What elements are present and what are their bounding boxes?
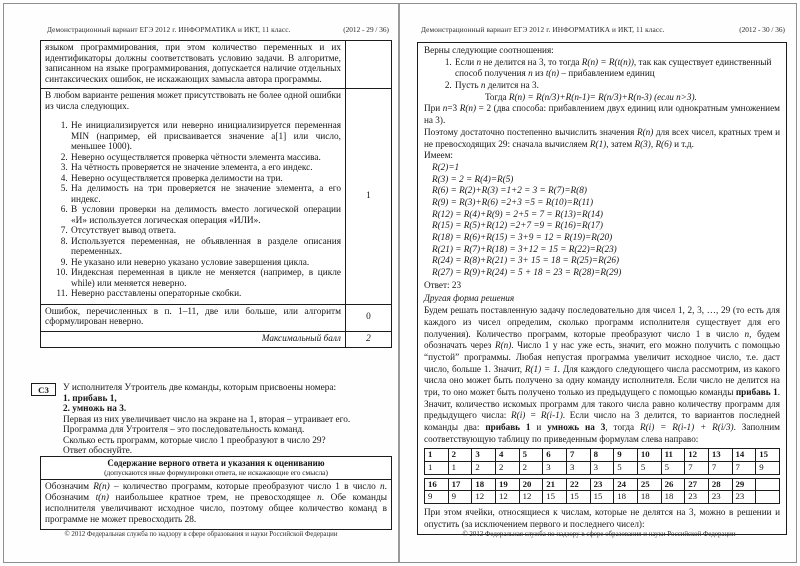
page-footer: © 2012 Федеральная служба по надзору в сфере образования и науки Российской Федерации (64, 531, 338, 538)
table-cell: 6 (543, 449, 567, 462)
table-cell: 23 (590, 478, 614, 491)
header-page-ref: (2012 - 29 / 36) (343, 25, 389, 34)
table-cell: 27 (685, 478, 709, 491)
task-c3 (31, 383, 393, 457)
numbers-row-1-15 (425, 449, 780, 462)
table-cell: 15 (590, 491, 614, 504)
table-cell: 29 (732, 478, 756, 491)
table-cell: 8 (590, 449, 614, 462)
page-header (421, 25, 785, 34)
table-cell: 14 (732, 449, 756, 462)
header-title: Демонстрационный вариант ЕГЭ 2012 г. ИНФОРМАТИКА и ИКТ, 11 класс. (421, 25, 665, 34)
criteria-row-maxscore (41, 331, 391, 348)
criteria-table (40, 40, 392, 348)
table-cell: 1 (425, 462, 449, 475)
page-right (402, 4, 796, 562)
table-cell: 12 (495, 491, 519, 504)
table-cell: 17 (448, 478, 472, 491)
error-item: 9. Не указано или неверно указано условие завершения цикла. (70, 258, 341, 269)
table-cell: 25 (637, 478, 661, 491)
table-cell: 2 (448, 449, 472, 462)
max-score-value: 2 (345, 332, 391, 348)
task-line: Сколько есть программ, которые число 1 преобразуют в число 29? (63, 435, 326, 446)
page-divider-line (398, 4, 400, 562)
solution-para-1: При n=3 R(n) = 2 (два способа: прибавлением двух единиц или однократным умножением на 3). (424, 103, 780, 126)
table-cell: 4 (495, 449, 519, 462)
formula-list (424, 162, 780, 279)
table-cell: 20 (519, 478, 543, 491)
task-command-1: 1. прибавь 1, (63, 393, 117, 404)
criteria-one-error-intro: В любом варианте решения может присутствовать не более одной ошибки из числа следующих. (45, 91, 341, 112)
table-cell: 18 (637, 491, 661, 504)
error-item: 3. На чётность проверяется не значение элемента, а его индекс. (70, 163, 341, 174)
table-cell: 16 (425, 478, 449, 491)
criteria-row-one-error (41, 88, 391, 304)
task-intro: У исполнителя Утроитель две команды, которым присвоены номера: (63, 383, 337, 393)
alt-solution-title: Другая форма решения (424, 293, 515, 304)
table-cell: 23 (732, 491, 756, 504)
criteria-one-error-cell (41, 89, 345, 304)
table-cell: 24 (614, 478, 638, 491)
criteria-continuation-text: языком программирования, при этом количество переменных и их идентификаторы должны соответствовать условию задачи. В алгоритме, записанном на языке программирования, допускается наличие отдельных синтаксических ошибок, не искажающих замысла автора программы. (45, 43, 341, 85)
relation-item-2-text: Пусть n делится на 3. (455, 80, 539, 91)
table-cell (756, 478, 780, 491)
table-cell: 9 (425, 491, 449, 504)
criteria-row-continuation (41, 41, 391, 88)
solution-intro: Верны следующие соотношения: (424, 45, 554, 55)
task-line: Программа для Утроителя – это последовательность команд. (63, 425, 305, 435)
task-body (63, 383, 393, 457)
error-item: 1. Не инициализируется или неверно инициализируется переменная MIN (например, ей присваивается значение a[1] или число, меньшее 1000). (70, 121, 341, 153)
formula-line: R(6) = R(2)+R(3) =1+2 = 3 = R(7)=R(8) (432, 185, 587, 196)
table-cell: 28 (708, 478, 732, 491)
table-cell: 9 (448, 491, 472, 504)
task-line: Первая из них увеличивает число на экране на 1, вторая – утраивает его. (63, 414, 351, 425)
table-cell: 10 (637, 449, 661, 462)
task-command-2: 2. умножь на 3. (63, 404, 127, 414)
error-item: 5. На делимость на три проверяется не значение элемента, а его индекс. (70, 184, 341, 205)
relation-item-2-formula: Тогда R(n) = R(n/3)+R(n-1)= R(n/3)+R(n-3) (если n>3). (485, 91, 697, 102)
table-cell: 13 (708, 449, 732, 462)
error-item: 7. Отсутствует вывод ответа. (70, 226, 341, 237)
page-footer: © 2012 Федеральная служба по надзору в сфере образования и науки Российской Федерации (462, 531, 736, 538)
error-item: 10. Индексная переменная в цикле не меняется (например, в цикле while) или меняется неверно. (70, 268, 341, 289)
table-cell: 9 (756, 462, 780, 475)
table-cell: 1 (425, 449, 449, 462)
criteria-zero-text: Ошибок, перечисленных в п. 1–11, две или больше, или алгоритм сформулирован неверно. (45, 306, 341, 327)
table-cell: 2 (519, 462, 543, 475)
relation-item-1 (454, 57, 780, 80)
table-cell: 12 (685, 449, 709, 462)
formula-line: R(21) = R(7)+R(18) = 3+12 = 15 = R(22)=R(23) (432, 243, 617, 254)
task-label-box: С3 (31, 383, 56, 396)
r-values-table-lower (424, 478, 780, 504)
header-title: Демонстрационный вариант ЕГЭ 2012 г. ИНФОРМАТИКА и ИКТ, 11 класс. (47, 25, 291, 34)
table-cell: 18 (472, 478, 496, 491)
answer-guidance-subtitle: (допускаются иные формулировки ответа, не искажающие его смысла) (104, 467, 328, 477)
page-header (47, 25, 389, 34)
table-cell: 7 (708, 462, 732, 475)
answer-line: Ответ: 23 (424, 279, 462, 290)
table-cell: 7 (566, 449, 590, 462)
table-cell: 15 (543, 491, 567, 504)
criteria-score-empty (345, 41, 391, 88)
table-cell: 9 (614, 449, 638, 462)
formula-line: R(9) = R(3)+R(6) =2+3 =5 = R(10)=R(11) (432, 196, 594, 207)
table-cell: 7 (732, 462, 756, 475)
solution-para-2: Поэтому достаточно постепенно вычислить значения R(n) для всех чисел, кратных трем и не превосходящих 29: сначала вычисляем R(1), затем R(3), R(6) и т.д. (424, 126, 781, 149)
criteria-row-zero (41, 304, 391, 331)
table-cell: 3 (566, 462, 590, 475)
criteria-score-0: 0 (345, 305, 391, 331)
numbers-row-16-29 (425, 478, 780, 491)
error-item: 4. Неверно осуществляется проверка делимости на три. (70, 174, 341, 185)
answer-guidance-box (40, 456, 392, 530)
table-cell (756, 491, 780, 504)
table-cell: 12 (472, 491, 496, 504)
error-item: 6. В условии проверки на делимость вместо логической операции «И» используется логическая операция «ИЛИ». (70, 205, 341, 226)
alt-solution-paragraph: Будем решать поставленную задачу последовательно для чисел 1, 2, 3, …, 29 (то есть для каждого из чисел определим, сколько программ исполнителя существует для его получения). Количество программ, которые преобразуют число 1 в число n, будем обозначать через R(n). Число 1 у нас уже есть, значит, его можно получить с помощью “пустой” программы. Любая непустая программа увеличит исходное число, т.е. даст число, больше 1. Значит, R(1) = 1. Для каждого следующего числа рассмотрим, из какого числа оно может быть получено за одну команду исполнителя. Если число не делится на три, то оно может быть получено только из предыдущего с помощью команды прибавь 1. Значит, количество искомых программ для такого числа равно количеству программ для предыдущего числа: R(i) = R(i-1). Если число на 3 делится, то вариантов последней команды два: прибавь 1 и умножь на 3, тогда R(i) = R(i-1) + R(i/3). Заполним соответствующую таблицу по приведенным формулам слева направо: (424, 305, 780, 444)
r-values-table-upper (424, 448, 780, 474)
error-item: 8. Используется переменная, не объявленная в разделе описания переменных. (70, 237, 341, 258)
table-cell: 3 (543, 462, 567, 475)
formula-line: R(24) = R(8)+R(21) = 3+ 15 = 18 = R(25)=R(26) (432, 255, 620, 266)
table-cell: 15 (756, 449, 780, 462)
table-cell: 5 (519, 449, 543, 462)
table-cell: 18 (661, 491, 685, 504)
table-cell: 5 (637, 462, 661, 475)
answer-guidance-header (41, 457, 391, 480)
table-cell: 18 (614, 491, 638, 504)
table-cell: 19 (495, 478, 519, 491)
formula-line: R(2)=1 (432, 161, 460, 172)
table-cell: 3 (590, 462, 614, 475)
table-cell: 2 (495, 462, 519, 475)
answer-guidance-title: Содержание верного ответа и указания к оцениванию (107, 458, 325, 468)
solution-outro: При этом ячейки, относящиеся к числам, которые не делятся на 3, можно в решении и опустить (за исключением первого и последнего чисел): (424, 507, 780, 529)
table-cell: 11 (661, 449, 685, 462)
table-cell: 2 (472, 462, 496, 475)
answer-guidance-body: Обозначим R(n) – количество программ, которые преобразуют число 1 в число n. Обозначим t(n) наибольшее кратное трем, не превосходящее n. Обе команды исполнителя увеличивают исходное число, поэтому общее количество команд в программе не может превосходить 28. (45, 482, 387, 526)
header-page-ref: (2012 - 30 / 36) (739, 25, 785, 34)
table-cell: 5 (661, 462, 685, 475)
have-label: Имеем: (424, 150, 453, 161)
max-score-label: Максимальный балл (261, 333, 341, 344)
criteria-score-1: 1 (345, 89, 391, 304)
formula-line: R(27) = R(9)+R(24) = 5 + 18 = 23 = R(28)=R(29) (432, 267, 622, 278)
formula-line: R(15) = R(5)+R(12) =2+7 =9 = R(16)=R(17) (432, 220, 603, 231)
relation-item-1-text: Если n не делится на 3, то тогда R(n) = R(t(n)), так как существует единственный способ получения n из t(n) – прибавлением единиц (455, 56, 772, 79)
table-cell: 23 (685, 491, 709, 504)
formula-line: R(18) = R(6)+R(15) = 3+9 = 12 = R(19)=R(20) (432, 232, 613, 242)
r-values-row-1-15 (425, 462, 780, 475)
table-cell: 12 (519, 491, 543, 504)
relation-item-2 (454, 80, 780, 103)
formula-line: R(3) = 2 = R(4)=R(5) (432, 173, 514, 184)
table-cell: 3 (472, 449, 496, 462)
error-list (45, 121, 341, 300)
table-cell: 23 (708, 491, 732, 504)
table-cell: 1 (448, 462, 472, 475)
table-cell: 22 (566, 478, 590, 491)
r-values-row-16-29 (425, 491, 780, 504)
error-item: 2. Неверно осуществляется проверка чётности элемента массива. (70, 153, 341, 164)
relations-list (424, 57, 780, 104)
table-cell: 21 (543, 478, 567, 491)
table-cell: 26 (661, 478, 685, 491)
error-item: 11. Неверно расставлены операторные скобки. (70, 289, 341, 300)
page-left (4, 4, 398, 562)
formula-line: R(12) = R(4)+R(9) = 2+5 = 7 = R(13)=R(14) (432, 208, 603, 219)
solution-box (417, 42, 787, 535)
table-cell: 5 (614, 462, 638, 475)
task-line: Ответ обоснуйте. (63, 446, 133, 456)
table-cell: 7 (685, 462, 709, 475)
table-cell: 15 (566, 491, 590, 504)
